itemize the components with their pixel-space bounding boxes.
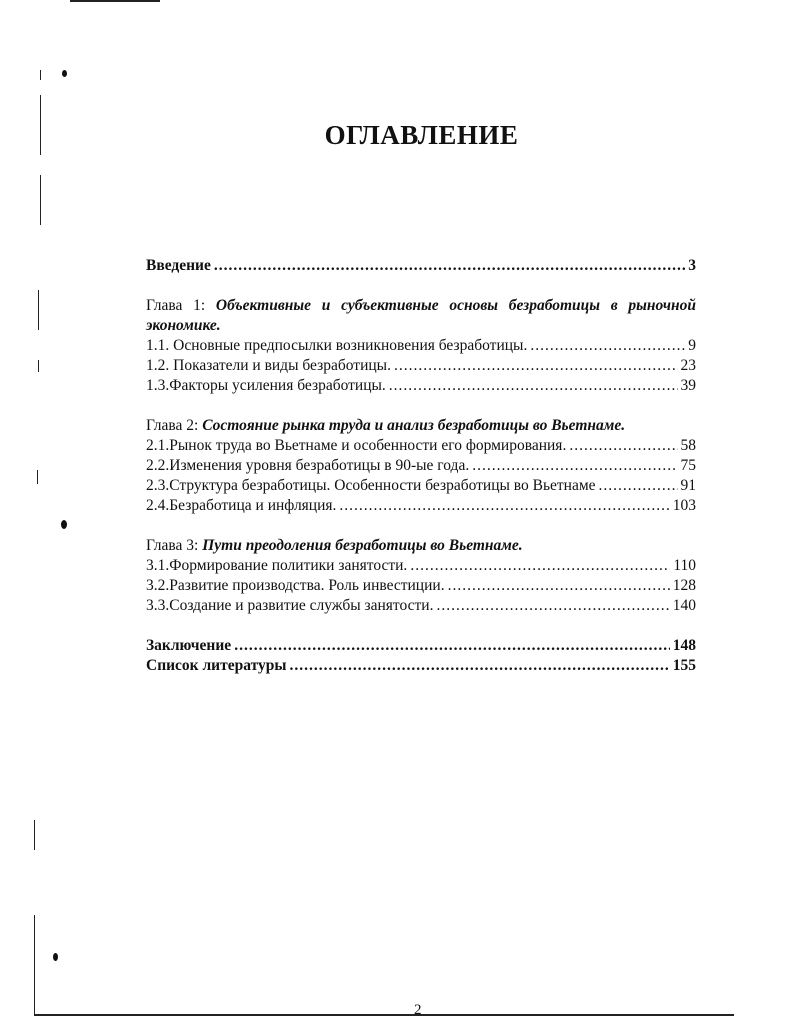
toc-page-number: 39 [680, 377, 696, 394]
toc-item[interactable] [146, 376, 696, 396]
toc-conclusion[interactable] [146, 636, 696, 656]
toc-page-number: 155 [672, 657, 696, 674]
table-of-contents [146, 256, 696, 676]
scan-edge-line [34, 820, 35, 850]
toc-entry-label: Введение [146, 257, 211, 274]
toc-page-number: 148 [672, 637, 696, 654]
toc-item[interactable] [146, 336, 696, 356]
toc-page-number: 128 [672, 577, 696, 594]
toc-item[interactable] [146, 476, 696, 496]
toc-page-number: 110 [673, 557, 696, 574]
toc-leader [389, 376, 678, 396]
scan-edge-line [34, 1014, 734, 1016]
toc-leader [234, 636, 670, 656]
toc-page-number: 9 [688, 337, 696, 354]
toc-item[interactable] [146, 456, 696, 476]
toc-chapter-2[interactable] [146, 416, 696, 436]
toc-entry-label: 1.3.Факторы усиления безработицы. [146, 377, 386, 394]
toc-entry-label: 3.2.Развитие производства. Роль инвестиции. [146, 577, 445, 594]
chapter-title: Пути преодоления безработицы во Вьетнаме. [202, 537, 523, 554]
toc-leader [214, 256, 685, 276]
scan-edge-line [38, 290, 39, 330]
toc-page-number: 91 [680, 477, 696, 494]
toc-item[interactable] [146, 596, 696, 616]
toc-bibliography[interactable] [146, 656, 696, 676]
toc-page-number: 3 [688, 257, 696, 274]
toc-intro[interactable] [146, 256, 696, 276]
toc-entry-label: 2.1.Рынок труда во Вьетнаме и особенности его формирования. [146, 437, 567, 454]
toc-entry-label: 2.3.Структура безработицы. Особенности безработицы во Вьетнаме [146, 477, 596, 494]
toc-chapter-1[interactable] [146, 296, 696, 336]
toc-leader [599, 476, 678, 496]
toc-item[interactable] [146, 436, 696, 456]
toc-leader [569, 436, 677, 456]
toc-leader [339, 496, 669, 516]
page-number: 2 [414, 1002, 422, 1018]
toc-page-number: 58 [680, 437, 696, 454]
toc-page-number: 103 [672, 497, 696, 514]
toc-leader [436, 596, 669, 616]
toc-chapter-3[interactable] [146, 536, 696, 556]
scan-edge-line [34, 915, 35, 1015]
scan-edge-line [40, 70, 41, 80]
toc-entry-label: 2.4.Безработица и инфляция. [146, 497, 337, 514]
scan-speck [62, 70, 67, 77]
toc-entry-label: 1.2. Показатели и виды безработицы. [146, 357, 391, 374]
scan-edge-line [40, 175, 41, 225]
toc-entry-label: 3.3.Создание и развитие службы занятости. [146, 597, 434, 614]
toc-page-number: 75 [680, 457, 696, 474]
toc-item[interactable] [146, 556, 696, 576]
scan-edge-line [37, 470, 38, 484]
toc-entry-label: 1.1. Основные предпосылки возникновения безработицы. [146, 337, 528, 354]
chapter-title: Состояние рынка труда и анализ безработицы во Вьетнаме. [202, 417, 626, 434]
toc-entry-label: 3.1.Формирование политики занятости. [146, 557, 408, 574]
toc-item[interactable] [146, 496, 696, 516]
toc-leader [289, 656, 669, 676]
toc-item[interactable] [146, 356, 696, 376]
toc-leader [410, 556, 670, 576]
toc-page-number: 23 [680, 357, 696, 374]
chapter-title: Объективные и субъективные основы безработицы в рыночной экономике. [146, 297, 696, 334]
toc-leader [472, 456, 677, 476]
toc-entry-label: 2.2.Изменения уровня безработицы в 90-ые года. [146, 457, 470, 474]
toc-leader [530, 336, 685, 356]
toc-entry-label: Заключение [146, 637, 232, 654]
chapter-prefix: Глава 2: [146, 417, 203, 434]
scan-speck [61, 520, 67, 529]
chapter-prefix: Глава 3: [146, 537, 203, 554]
toc-entry-label: Список литературы [146, 657, 287, 674]
page-title: ОГЛАВЛЕНИЕ [324, 120, 519, 150]
toc-leader [448, 576, 670, 596]
toc-page-number: 140 [672, 597, 696, 614]
toc-item[interactable] [146, 576, 696, 596]
scan-edge-line [38, 360, 39, 372]
scan-edge-line [70, 0, 160, 2]
toc-leader [394, 356, 678, 376]
scan-speck [53, 953, 58, 961]
chapter-prefix: Глава 1: [146, 297, 216, 314]
